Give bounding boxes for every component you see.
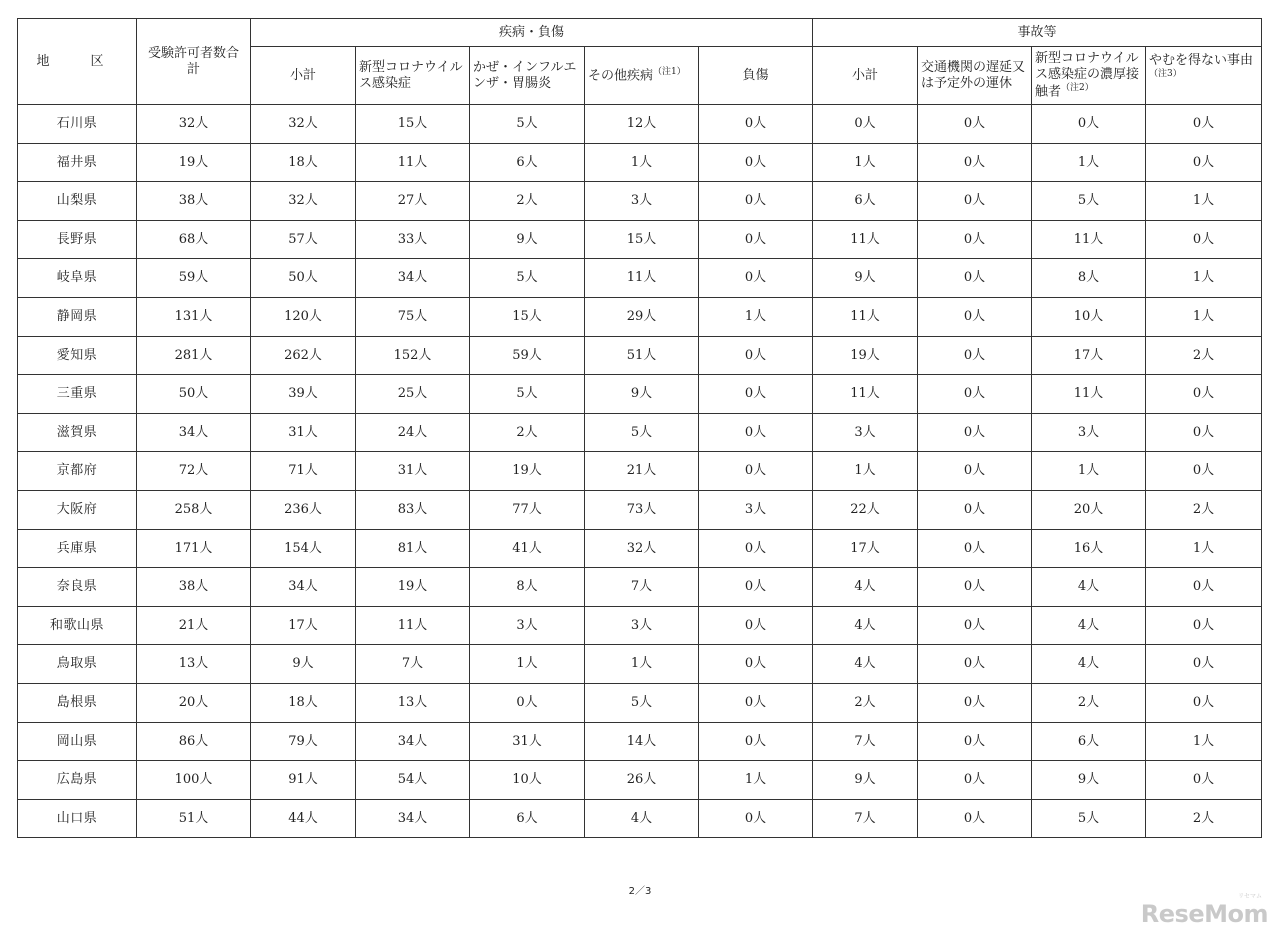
cell-unavoidable: 1人 xyxy=(1146,259,1262,298)
cell-covid: 34人 xyxy=(356,799,470,838)
cell-covid: 13人 xyxy=(356,683,470,722)
cell-close-contact: 11人 xyxy=(1032,375,1146,414)
cell-region: 広島県 xyxy=(18,761,137,800)
cell-close-contact: 4人 xyxy=(1032,645,1146,684)
cell-region: 鳥取県 xyxy=(18,645,137,684)
cell-total: 21人 xyxy=(137,606,251,645)
cell-unavoidable: 2人 xyxy=(1146,336,1262,375)
cell-total: 281人 xyxy=(137,336,251,375)
cell-region: 奈良県 xyxy=(18,568,137,607)
cell-cold-flu: 6人 xyxy=(470,143,585,182)
cell-total: 38人 xyxy=(137,182,251,221)
cell-accident-subtotal: 11人 xyxy=(813,297,918,336)
table-row xyxy=(18,683,1262,722)
cell-accident-subtotal: 1人 xyxy=(813,452,918,491)
exam-absence-table xyxy=(17,18,1262,838)
header-close-contact-note: （注2） xyxy=(1061,82,1094,93)
cell-other-illness: 1人 xyxy=(585,143,699,182)
cell-cold-flu: 2人 xyxy=(470,182,585,221)
cell-other-illness: 1人 xyxy=(585,645,699,684)
cell-injury: 0人 xyxy=(699,722,813,761)
cell-covid: 81人 xyxy=(356,529,470,568)
cell-close-contact: 4人 xyxy=(1032,568,1146,607)
cell-other-illness: 7人 xyxy=(585,568,699,607)
header-illness-group: 疾病・負傷 xyxy=(251,19,813,47)
cell-cold-flu: 9人 xyxy=(470,220,585,259)
table-row xyxy=(18,722,1262,761)
cell-total: 50人 xyxy=(137,375,251,414)
cell-other-illness: 21人 xyxy=(585,452,699,491)
cell-injury: 0人 xyxy=(699,375,813,414)
cell-other-illness: 26人 xyxy=(585,761,699,800)
cell-region: 三重県 xyxy=(18,375,137,414)
header-unavoidable xyxy=(1146,47,1262,105)
cell-covid: 27人 xyxy=(356,182,470,221)
cell-unavoidable: 1人 xyxy=(1146,182,1262,221)
table-row xyxy=(18,297,1262,336)
header-covid: 新型コロナウイルス感染症 xyxy=(356,47,470,105)
cell-total: 131人 xyxy=(137,297,251,336)
cell-covid: 19人 xyxy=(356,568,470,607)
cell-accident-subtotal: 6人 xyxy=(813,182,918,221)
cell-injury: 0人 xyxy=(699,143,813,182)
table-row xyxy=(18,529,1262,568)
cell-total: 20人 xyxy=(137,683,251,722)
cell-transport: 0人 xyxy=(918,413,1032,452)
exam-stats-sheet xyxy=(17,18,1261,838)
cell-total: 258人 xyxy=(137,490,251,529)
cell-transport: 0人 xyxy=(918,490,1032,529)
table-row xyxy=(18,568,1262,607)
cell-close-contact: 8人 xyxy=(1032,259,1146,298)
cell-total: 100人 xyxy=(137,761,251,800)
cell-illness-subtotal: 9人 xyxy=(251,645,356,684)
cell-region: 岡山県 xyxy=(18,722,137,761)
cell-transport: 0人 xyxy=(918,336,1032,375)
table-row xyxy=(18,336,1262,375)
cell-region: 島根県 xyxy=(18,683,137,722)
cell-transport: 0人 xyxy=(918,799,1032,838)
cell-unavoidable: 0人 xyxy=(1146,105,1262,144)
cell-unavoidable: 0人 xyxy=(1146,143,1262,182)
header-accident-group: 事故等 xyxy=(813,19,1262,47)
cell-accident-subtotal: 22人 xyxy=(813,490,918,529)
cell-close-contact: 10人 xyxy=(1032,297,1146,336)
cell-total: 86人 xyxy=(137,722,251,761)
cell-cold-flu: 10人 xyxy=(470,761,585,800)
cell-cold-flu: 3人 xyxy=(470,606,585,645)
cell-illness-subtotal: 71人 xyxy=(251,452,356,491)
cell-covid: 152人 xyxy=(356,336,470,375)
cell-injury: 0人 xyxy=(699,529,813,568)
cell-region: 山口県 xyxy=(18,799,137,838)
cell-unavoidable: 1人 xyxy=(1146,722,1262,761)
cell-cold-flu: 0人 xyxy=(470,683,585,722)
cell-region: 岐阜県 xyxy=(18,259,137,298)
cell-region: 大阪府 xyxy=(18,490,137,529)
cell-close-contact: 0人 xyxy=(1032,105,1146,144)
cell-transport: 0人 xyxy=(918,606,1032,645)
cell-injury: 0人 xyxy=(699,799,813,838)
table-row xyxy=(18,799,1262,838)
cell-transport: 0人 xyxy=(918,645,1032,684)
table-row xyxy=(18,452,1262,491)
cell-injury: 0人 xyxy=(699,413,813,452)
cell-injury: 0人 xyxy=(699,568,813,607)
cell-total: 51人 xyxy=(137,799,251,838)
cell-region: 静岡県 xyxy=(18,297,137,336)
cell-close-contact: 1人 xyxy=(1032,143,1146,182)
cell-covid: 7人 xyxy=(356,645,470,684)
cell-other-illness: 29人 xyxy=(585,297,699,336)
cell-cold-flu: 59人 xyxy=(470,336,585,375)
cell-accident-subtotal: 9人 xyxy=(813,761,918,800)
cell-illness-subtotal: 31人 xyxy=(251,413,356,452)
cell-unavoidable: 0人 xyxy=(1146,375,1262,414)
cell-region: 愛知県 xyxy=(18,336,137,375)
cell-unavoidable: 2人 xyxy=(1146,490,1262,529)
cell-accident-subtotal: 7人 xyxy=(813,722,918,761)
cell-accident-subtotal: 0人 xyxy=(813,105,918,144)
cell-other-illness: 73人 xyxy=(585,490,699,529)
cell-unavoidable: 0人 xyxy=(1146,413,1262,452)
cell-other-illness: 5人 xyxy=(585,413,699,452)
cell-other-illness: 4人 xyxy=(585,799,699,838)
cell-region: 兵庫県 xyxy=(18,529,137,568)
cell-region: 京都府 xyxy=(18,452,137,491)
cell-transport: 0人 xyxy=(918,761,1032,800)
cell-other-illness: 32人 xyxy=(585,529,699,568)
header-total: 受験許可者数合計 xyxy=(137,19,251,105)
cell-illness-subtotal: 39人 xyxy=(251,375,356,414)
cell-illness-subtotal: 91人 xyxy=(251,761,356,800)
cell-unavoidable: 1人 xyxy=(1146,529,1262,568)
table-row xyxy=(18,220,1262,259)
cell-region: 和歌山県 xyxy=(18,606,137,645)
cell-cold-flu: 31人 xyxy=(470,722,585,761)
cell-region: 福井県 xyxy=(18,143,137,182)
cell-injury: 0人 xyxy=(699,452,813,491)
cell-region: 滋賀県 xyxy=(18,413,137,452)
cell-covid: 34人 xyxy=(356,259,470,298)
cell-transport: 0人 xyxy=(918,220,1032,259)
table-row xyxy=(18,182,1262,221)
cell-other-illness: 11人 xyxy=(585,259,699,298)
cell-cold-flu: 5人 xyxy=(470,259,585,298)
cell-region: 石川県 xyxy=(18,105,137,144)
cell-illness-subtotal: 154人 xyxy=(251,529,356,568)
cell-illness-subtotal: 32人 xyxy=(251,182,356,221)
cell-accident-subtotal: 7人 xyxy=(813,799,918,838)
cell-cold-flu: 5人 xyxy=(470,105,585,144)
table-row xyxy=(18,413,1262,452)
cell-accident-subtotal: 11人 xyxy=(813,375,918,414)
cell-illness-subtotal: 79人 xyxy=(251,722,356,761)
cell-cold-flu: 15人 xyxy=(470,297,585,336)
header-other-illness xyxy=(585,47,699,105)
header-close-contact xyxy=(1032,47,1146,105)
cell-close-contact: 5人 xyxy=(1032,799,1146,838)
cell-illness-subtotal: 34人 xyxy=(251,568,356,607)
header-injury: 負傷 xyxy=(699,47,813,105)
cell-region: 長野県 xyxy=(18,220,137,259)
cell-illness-subtotal: 32人 xyxy=(251,105,356,144)
header-close-contact-label: 新型コロナウイルス感染症の濃厚接触者 xyxy=(1035,51,1140,99)
cell-unavoidable: 0人 xyxy=(1146,645,1262,684)
cell-cold-flu: 41人 xyxy=(470,529,585,568)
cell-injury: 0人 xyxy=(699,606,813,645)
cell-close-contact: 5人 xyxy=(1032,182,1146,221)
cell-covid: 15人 xyxy=(356,105,470,144)
cell-injury: 0人 xyxy=(699,336,813,375)
cell-covid: 83人 xyxy=(356,490,470,529)
cell-other-illness: 9人 xyxy=(585,375,699,414)
cell-other-illness: 15人 xyxy=(585,220,699,259)
cell-covid: 31人 xyxy=(356,452,470,491)
cell-unavoidable: 0人 xyxy=(1146,606,1262,645)
cell-other-illness: 14人 xyxy=(585,722,699,761)
cell-covid: 11人 xyxy=(356,606,470,645)
cell-transport: 0人 xyxy=(918,182,1032,221)
cell-accident-subtotal: 4人 xyxy=(813,606,918,645)
cell-covid: 33人 xyxy=(356,220,470,259)
table-body xyxy=(18,105,1262,838)
cell-close-contact: 11人 xyxy=(1032,220,1146,259)
cell-other-illness: 3人 xyxy=(585,606,699,645)
table-row xyxy=(18,259,1262,298)
cell-total: 38人 xyxy=(137,568,251,607)
cell-cold-flu: 77人 xyxy=(470,490,585,529)
cell-unavoidable: 0人 xyxy=(1146,220,1262,259)
cell-close-contact: 6人 xyxy=(1032,722,1146,761)
table-row xyxy=(18,606,1262,645)
cell-unavoidable: 0人 xyxy=(1146,568,1262,607)
cell-injury: 3人 xyxy=(699,490,813,529)
cell-injury: 0人 xyxy=(699,220,813,259)
cell-covid: 25人 xyxy=(356,375,470,414)
cell-injury: 0人 xyxy=(699,259,813,298)
cell-close-contact: 16人 xyxy=(1032,529,1146,568)
header-illness-subtotal: 小計 xyxy=(251,47,356,105)
cell-total: 34人 xyxy=(137,413,251,452)
cell-total: 171人 xyxy=(137,529,251,568)
cell-transport: 0人 xyxy=(918,452,1032,491)
cell-illness-subtotal: 18人 xyxy=(251,683,356,722)
cell-total: 68人 xyxy=(137,220,251,259)
cell-close-contact: 20人 xyxy=(1032,490,1146,529)
cell-cold-flu: 6人 xyxy=(470,799,585,838)
cell-cold-flu: 19人 xyxy=(470,452,585,491)
cell-transport: 0人 xyxy=(918,259,1032,298)
cell-transport: 0人 xyxy=(918,722,1032,761)
cell-unavoidable: 1人 xyxy=(1146,297,1262,336)
cell-illness-subtotal: 262人 xyxy=(251,336,356,375)
cell-total: 59人 xyxy=(137,259,251,298)
cell-injury: 1人 xyxy=(699,297,813,336)
cell-transport: 0人 xyxy=(918,143,1032,182)
cell-other-illness: 3人 xyxy=(585,182,699,221)
cell-accident-subtotal: 2人 xyxy=(813,683,918,722)
cell-accident-subtotal: 3人 xyxy=(813,413,918,452)
table-row xyxy=(18,761,1262,800)
cell-transport: 0人 xyxy=(918,683,1032,722)
cell-cold-flu: 5人 xyxy=(470,375,585,414)
cell-illness-subtotal: 44人 xyxy=(251,799,356,838)
cell-injury: 0人 xyxy=(699,105,813,144)
cell-other-illness: 12人 xyxy=(585,105,699,144)
cell-illness-subtotal: 50人 xyxy=(251,259,356,298)
cell-transport: 0人 xyxy=(918,375,1032,414)
cell-transport: 0人 xyxy=(918,568,1032,607)
cell-injury: 0人 xyxy=(699,683,813,722)
cell-accident-subtotal: 1人 xyxy=(813,143,918,182)
table-header xyxy=(18,19,1262,105)
cell-total: 19人 xyxy=(137,143,251,182)
table-row xyxy=(18,645,1262,684)
cell-accident-subtotal: 9人 xyxy=(813,259,918,298)
cell-total: 32人 xyxy=(137,105,251,144)
cell-covid: 54人 xyxy=(356,761,470,800)
header-other-illness-label: その他疾病 xyxy=(588,68,654,84)
cell-cold-flu: 2人 xyxy=(470,413,585,452)
cell-cold-flu: 1人 xyxy=(470,645,585,684)
cell-transport: 0人 xyxy=(918,297,1032,336)
cell-unavoidable: 2人 xyxy=(1146,799,1262,838)
cell-unavoidable: 0人 xyxy=(1146,452,1262,491)
cell-close-contact: 2人 xyxy=(1032,683,1146,722)
table-row xyxy=(18,375,1262,414)
header-other-illness-note: （注1） xyxy=(653,67,686,78)
cell-other-illness: 5人 xyxy=(585,683,699,722)
cell-illness-subtotal: 57人 xyxy=(251,220,356,259)
resemom-logo: ReseMom xyxy=(1140,900,1268,928)
cell-other-illness: 51人 xyxy=(585,336,699,375)
cell-covid: 24人 xyxy=(356,413,470,452)
header-accident-subtotal: 小計 xyxy=(813,47,918,105)
cell-accident-subtotal: 17人 xyxy=(813,529,918,568)
table-row xyxy=(18,143,1262,182)
table-row xyxy=(18,490,1262,529)
cell-covid: 34人 xyxy=(356,722,470,761)
cell-close-contact: 17人 xyxy=(1032,336,1146,375)
header-unavoidable-label: やむを得ない事由 xyxy=(1149,53,1254,68)
cell-accident-subtotal: 19人 xyxy=(813,336,918,375)
cell-accident-subtotal: 4人 xyxy=(813,645,918,684)
cell-close-contact: 1人 xyxy=(1032,452,1146,491)
cell-transport: 0人 xyxy=(918,529,1032,568)
cell-region: 山梨県 xyxy=(18,182,137,221)
cell-accident-subtotal: 4人 xyxy=(813,568,918,607)
cell-illness-subtotal: 17人 xyxy=(251,606,356,645)
cell-close-contact: 3人 xyxy=(1032,413,1146,452)
cell-close-contact: 9人 xyxy=(1032,761,1146,800)
cell-covid: 11人 xyxy=(356,143,470,182)
cell-injury: 1人 xyxy=(699,761,813,800)
cell-illness-subtotal: 120人 xyxy=(251,297,356,336)
cell-covid: 75人 xyxy=(356,297,470,336)
cell-illness-subtotal: 18人 xyxy=(251,143,356,182)
cell-injury: 0人 xyxy=(699,645,813,684)
cell-total: 13人 xyxy=(137,645,251,684)
cell-accident-subtotal: 11人 xyxy=(813,220,918,259)
page-number: 2／3 xyxy=(628,886,652,897)
cell-close-contact: 4人 xyxy=(1032,606,1146,645)
cell-transport: 0人 xyxy=(918,105,1032,144)
table-row xyxy=(18,105,1262,144)
header-region: 地 区 xyxy=(18,19,137,105)
header-transport: 交通機関の遅延又は予定外の運休 xyxy=(918,47,1032,105)
header-cold-flu: かぜ・インフルエンザ・胃腸炎 xyxy=(470,47,585,105)
cell-injury: 0人 xyxy=(699,182,813,221)
cell-total: 72人 xyxy=(137,452,251,491)
cell-cold-flu: 8人 xyxy=(470,568,585,607)
header-unavoidable-note: （注3） xyxy=(1149,68,1182,79)
cell-unavoidable: 0人 xyxy=(1146,761,1262,800)
cell-unavoidable: 0人 xyxy=(1146,683,1262,722)
cell-illness-subtotal: 236人 xyxy=(251,490,356,529)
logo-subtext: リセマム xyxy=(1238,893,1262,900)
